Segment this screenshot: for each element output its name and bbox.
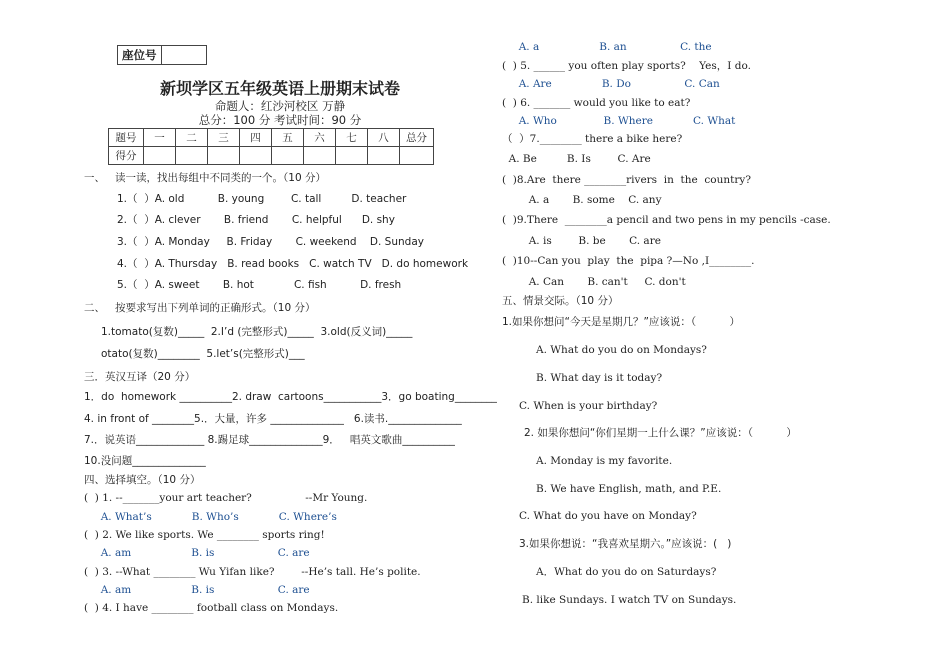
- answer-option: C. What do you have on Monday?: [519, 510, 697, 522]
- score-cell[interactable]: [304, 147, 336, 165]
- question-item: 1．do homework __________2. draw cartoons___________3．go boating________: [84, 391, 497, 403]
- answer-options: A. a B. an C. the: [502, 41, 712, 53]
- score-cell[interactable]: [208, 147, 240, 165]
- question-item: ( ) 3. --What ________ Wu Yifan like? --He’s tall. He’s polite.: [84, 566, 421, 578]
- question-item: ( ) 6. _______ would you like to eat?: [502, 97, 691, 109]
- question-item: otato(复数)________ 5.let’s(完整形式)___: [101, 348, 305, 360]
- score-cell[interactable]: [240, 147, 272, 165]
- answer-option: C. When is your birthday?: [519, 400, 658, 412]
- question-item: ( ) 5. ______ you often play sports? Yes，I do.: [502, 60, 751, 72]
- answer-option: A．What do you do on Saturdays?: [536, 566, 717, 578]
- question-item: ( )8.Are there ________rivers in the country?: [502, 174, 751, 186]
- score-cell[interactable]: [176, 147, 208, 165]
- answer-options: A. Can B. can't C. don't: [502, 276, 686, 288]
- question-item: ( )10--Can you play the pipa ?—No ,I________.: [502, 255, 755, 267]
- section-2-heading: 二、 按要求写出下列单词的正确形式。（10 分）: [84, 302, 316, 314]
- answer-options: A. Be B. Is C. Are: [502, 153, 651, 165]
- score-header-cell: 题号: [109, 129, 144, 147]
- section-1-heading: 一、 读一读，找出每组中不同类的一个。（10 分）: [84, 172, 326, 184]
- question-item: 2. 如果你想问“你们星期一上什么课？”应该说：（ ）: [524, 427, 797, 439]
- question-item: 4. in front of ________5.．大量，许多 ______________ 6.读书.______________: [84, 413, 462, 425]
- section-3-heading: 三．英汉互译（20 分）: [84, 371, 196, 383]
- score-cell[interactable]: [336, 147, 368, 165]
- seat-number-field[interactable]: [161, 46, 206, 65]
- question-item: 1.tomato(复数)_____ 2.I’d (完整形式)_____ 3.old(反义词)_____: [101, 326, 413, 338]
- answer-options: A. What’s B. Who’s C. Where’s: [84, 511, 337, 523]
- question-item: 7.．说英语_____________ 8.踢足球______________9． 唱英文歌曲__________: [84, 434, 455, 446]
- answer-options: A. Are B. Do C. Can: [502, 78, 720, 90]
- answer-options: A. am B. is C. are: [84, 584, 310, 596]
- score-header-cell: 一: [144, 129, 176, 147]
- question-item: ( ) 4. I have ________ football class on Mondays.: [84, 602, 339, 614]
- score-header-cell: 总分: [400, 129, 434, 147]
- answer-option: B. What day is it today?: [536, 372, 663, 384]
- score-header-cell: 二: [176, 129, 208, 147]
- answer-options: A. is B. be C. are: [502, 235, 661, 247]
- question-item: 4.（ ）A. Thursday B. read books C. watch TV D. do homework: [117, 258, 469, 270]
- question-item: 3.（ ）A. Monday B. Friday C. weekend D. Sunday: [117, 236, 424, 248]
- answer-option: A. What do you do on Mondays?: [536, 344, 707, 356]
- question-item: 5.（ ）A. sweet B. hot C. fish D. fresh: [117, 279, 402, 291]
- question-item: 1.（ ）A. old B. young C. tall D. teacher: [117, 193, 407, 205]
- answer-options: A. Who B. Where C. What: [502, 115, 736, 127]
- question-item: ( )9.There ________a pencil and two pens in my pencils -case.: [502, 214, 831, 226]
- exam-title: 新坝学区五年级英语上册期末试卷: [159, 79, 400, 98]
- score-header-cell: 七: [336, 129, 368, 147]
- score-table-score-row: [109, 147, 434, 165]
- answer-option: B. We have English, math, and P.E.: [536, 483, 722, 495]
- score-header-cell: 六: [304, 129, 336, 147]
- score-cell[interactable]: [144, 147, 176, 165]
- answer-option: B. like Sundays. I watch TV on Sundays.: [522, 594, 737, 606]
- score-table: [108, 128, 434, 165]
- exam-author: 命题人：红沙河校区 万静: [214, 99, 346, 113]
- question-item: 3.如果你想说：“我喜欢星期六。”应该说：( ): [519, 538, 732, 550]
- score-cell[interactable]: [272, 147, 304, 165]
- score-table-header-row: [109, 129, 434, 147]
- seat-number-label: 座位号: [118, 46, 162, 65]
- score-cell[interactable]: [400, 147, 434, 165]
- answer-option: A. Monday is my favorite.: [536, 455, 673, 467]
- score-header-cell: 四: [240, 129, 272, 147]
- question-item: 2.（ ）A. clever B. friend C. helpful D. shy: [117, 214, 395, 226]
- score-header-cell: 三: [208, 129, 240, 147]
- question-item: 1.如果你想问“今天是星期几？”应该说：（ ）: [502, 316, 741, 328]
- question-item: ( ) 2. We like sports. We ________ sports ring!: [84, 529, 325, 541]
- score-header-cell: 八: [368, 129, 400, 147]
- section-5-heading: 五、情景交际。（10 分）: [502, 295, 619, 307]
- exam-score-time: 总分：100 分 考试时间：90 分: [198, 113, 362, 127]
- question-item: （ ）7.________ there a bike here?: [502, 133, 683, 145]
- question-item: ( ) 1. --_______your art teacher? --Mr Young.: [84, 492, 368, 504]
- section-4-heading: 四、选择填空。（10 分）: [84, 474, 201, 486]
- seat-number-box: [117, 45, 207, 65]
- answer-options: A. am B. is C. are: [84, 547, 310, 559]
- score-cell[interactable]: [368, 147, 400, 165]
- answer-options: A. a B. some C. any: [502, 194, 662, 206]
- question-item: 10.没问题______________: [84, 455, 206, 467]
- score-row-label: 得分: [109, 147, 144, 165]
- score-header-cell: 五: [272, 129, 304, 147]
